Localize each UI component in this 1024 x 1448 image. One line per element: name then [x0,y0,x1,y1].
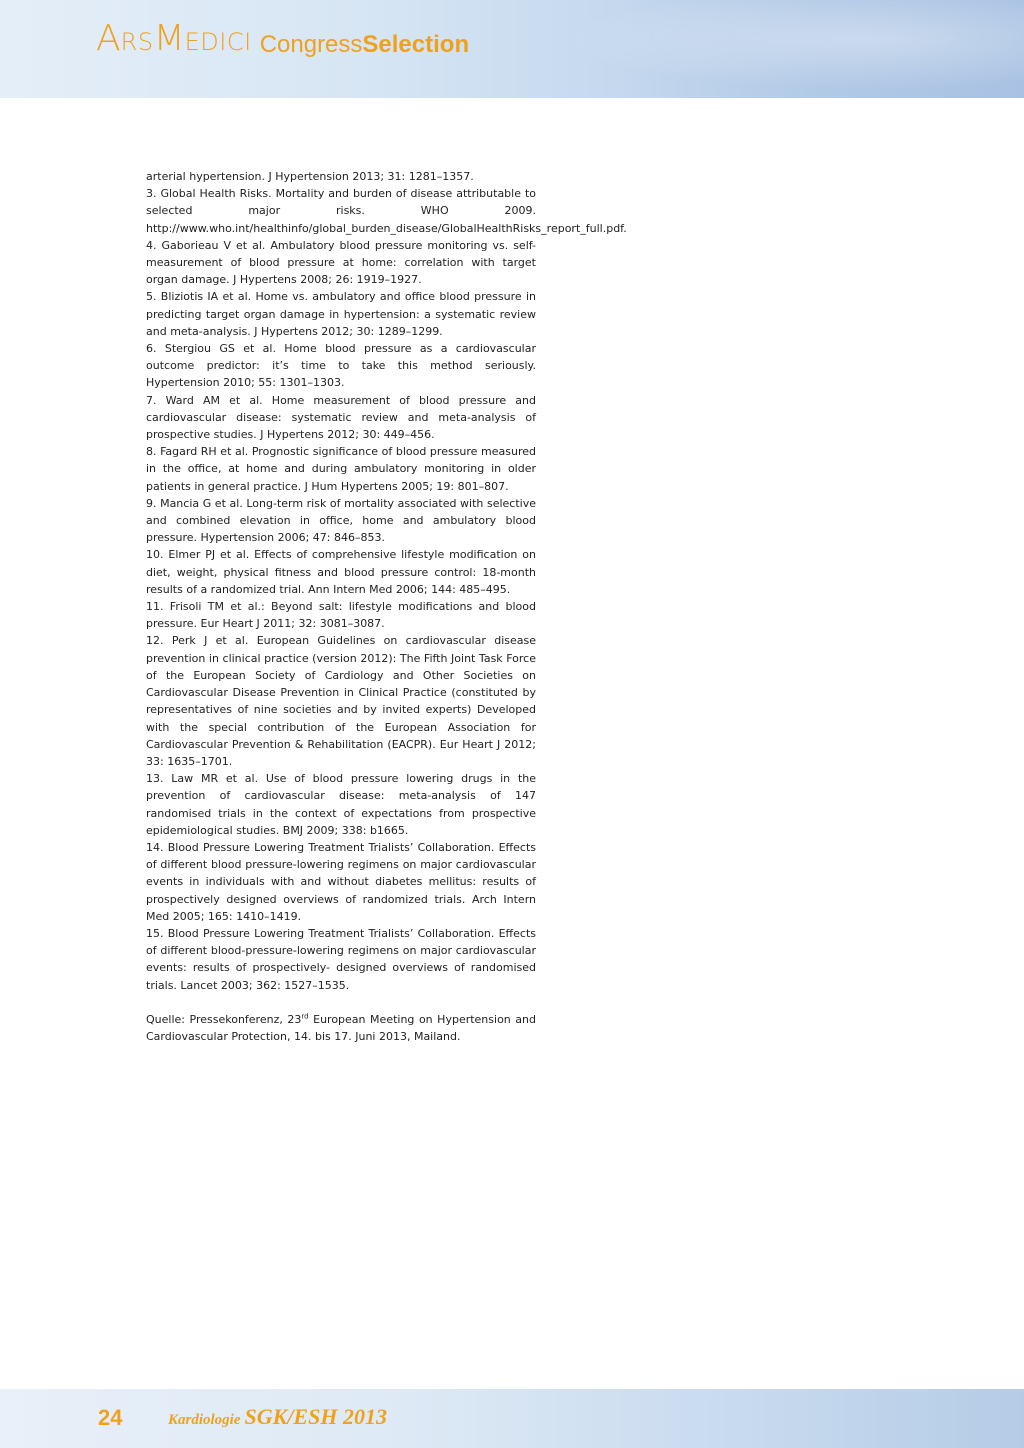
reference-item: 10. Elmer PJ et al. Effects of comprehensive lifestyle modification on diet, weight, physical fitness and blood pressure control: 18-month results of a randomized trial. Ann Intern Med 2006; 144: 485–495. [146,548,536,596]
footer-section-title [168,1404,387,1430]
reference-list [146,168,627,1045]
logo-ars: ARS [96,18,154,59]
logo-congress-selection: CongressSelection [259,31,470,58]
reference-item: 14. Blood Pressure Lowering Treatment Trialists’ Collaboration. Effects of different blood pressure-lowering regimens on major cardiovascular events in individuals with and without diabetes mellitus: results of prospectively designed overviews of randomized trials. Arch Intern Med 2005; 165: 1410–1419. [146,840,536,923]
reference-item: 7. Ward AM et al. Home measurement of blood pressure and cardiovascular disease: systematic review and meta-analysis of prospective studies. J Hypertens 2012; 30: 449–456. [146,393,536,442]
reference-item: 9. Mancia G et al. Long-term risk of mortality associated with selective and combined elevation in office, home and ambulatory blood pressure. Hypertension 2006; 47: 846–853. [146,496,536,545]
reference-item: 11. Frisoli TM et al.: Beyond salt: lifestyle modifications and blood pressure. Eur Heart J 2011; 32: 3081–3087. [146,600,536,631]
reference-item: 8. Fagard RH et al. Prognostic significance of blood pressure measured in the office, at home and during ambulatory monitoring in older patients in general practice. J Hum Hypertens 2005; 19: 801–807. [146,445,536,493]
reference-item: arterial hypertension. J Hypertension 2013; 31: 1281–1357. [146,170,474,183]
footer-band [0,1389,1024,1448]
logo-medici: MEDICI [153,18,252,59]
reference-item: 15. Blood Pressure Lowering Treatment Trialists’ Collaboration. Effects of different blood-pressure-lowering regimens on major cardiovascular events: results of prospectively- designed overviews of randomised trials. Lancet 2003; 362: 1527–1535. [146,926,536,992]
ars-medici-logo [96,20,469,60]
footer-section-big: SGK/ESH 2013 [244,1404,387,1429]
source-note: Quelle: Pressekonferenz, 23rd European Meeting on Hypertension and Cardiovascular Protection, 14. bis 17. Juni 2013, Mailand. [146,1012,537,1043]
page-number: 24 [98,1405,123,1430]
reference-item: 6. Stergiou GS et al. Home blood pressure as a cardiovascular outcome predictor: it’s time to take this method seriously. Hypertension 2010; 55: 1301–1303. [146,342,536,390]
reference-item: 4. Gaborieau V et al. Ambulatory blood pressure monitoring vs. self-measurement of blood pressure at home: correlation with target organ damage. J Hypertens 2008; 26: 1919–1927. [146,238,536,287]
reference-item: 13. Law MR et al. Use of blood pressure lowering drugs in the prevention of cardiovascular disease: meta-analysis of 147 randomised trials in the context of expectations from prospective epidemiological studies. BMJ 2009; 338: b1665. [146,772,536,837]
footer-section-small: Kardiologie [168,1412,241,1428]
source-superscript: rd [301,1012,309,1021]
reference-item: 12. Perk J et al. European Guidelines on cardiovascular disease prevention in clinical practice (version 2012): The Fifth Joint Task Force of the European Society of Cardiology and Other Societies on Cardiovascular Disease Prevention in Clinical Practice (constituted by representatives of nine societies and by invited experts) Developed with the special contribution of the European Association for Cardiovascular Prevention & Rehabilitation (EACPR). Eur Heart J 2012; 33: 1635–1701. [146,634,536,768]
reference-item: 3. Global Health Risks. Mortality and burden of disease attributable to selected major risks. WHO 2009. http://www.who.int/healthinfo/global_burden_disease/GlobalHealthRisks_report_full.pdf. [146,187,627,235]
reference-item: 5. Bliziotis IA et al. Home vs. ambulatory and office blood pressure in predicting target organ damage in hypertension: a systematic review and meta-analysis. J Hypertens 2012; 30: 1289–1299. [146,290,536,338]
